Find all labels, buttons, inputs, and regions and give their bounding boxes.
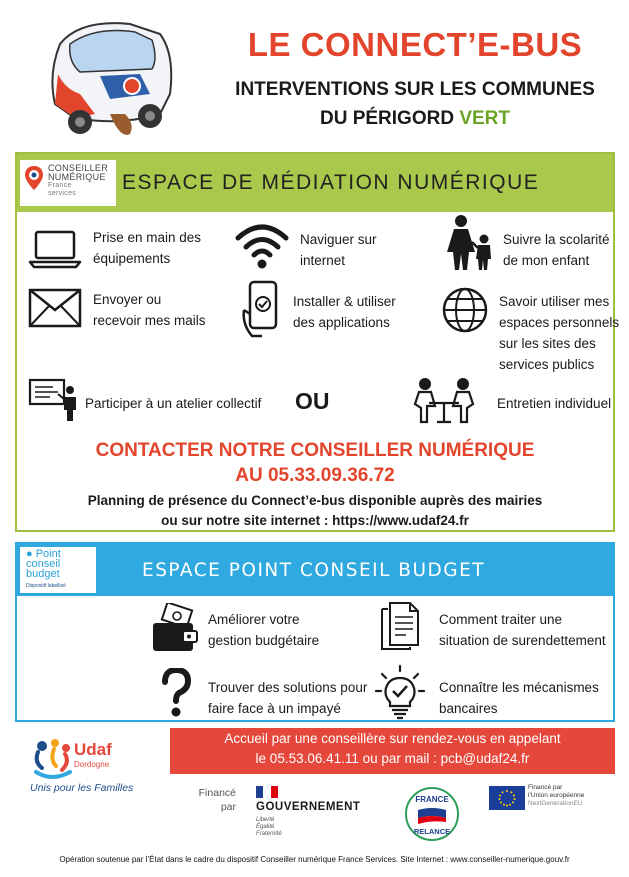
planning-line2: ou sur notre site internet : https://www.udaf24.fr — [161, 513, 469, 528]
item-public-services — [499, 291, 619, 375]
eu-line: Financé par — [528, 784, 563, 791]
item-line: recevoir mes mails — [93, 313, 206, 328]
item-line: services publics — [499, 357, 595, 372]
workshop-board-icon — [28, 378, 80, 422]
poster-subtitle-line1: INTERVENTIONS SUR LES COMMUNES — [235, 79, 595, 100]
item-equipment — [93, 227, 201, 269]
wallet-icon — [150, 603, 200, 653]
eu-funding-text — [528, 784, 584, 808]
item-line: des applications — [293, 315, 390, 330]
financed-line: Financé — [198, 787, 236, 799]
workshop-label: Participer à un atelier collectif — [85, 396, 262, 411]
item-line: internet — [300, 253, 346, 268]
item-line: Naviguer sur — [300, 232, 377, 247]
mediation-title: ESPACE DE MÉDIATION NUMÉRIQUE — [122, 171, 540, 194]
contact-phone: AU 05.33.09.36.72 — [235, 465, 395, 486]
item-line: Prise en main des — [93, 230, 202, 245]
laptop-icon — [28, 229, 82, 269]
connect-e-bus-illustration — [40, 14, 190, 144]
item-line: Trouver des solutions pour — [208, 680, 368, 695]
poster-title: LE CONNECT’E-BUS — [247, 26, 583, 63]
planning-line1: Planning de présence du Connect’e-bus disponible auprès des mairies — [87, 493, 543, 508]
or-label: OU — [295, 388, 330, 414]
location-pin-icon — [24, 165, 44, 191]
item-line: Connaître les mécanismes — [439, 680, 599, 695]
item-line: Suivre la scolarité — [503, 232, 610, 247]
point-conseil-budget-logo-text — [26, 549, 61, 579]
item-line: Installer & utiliser — [293, 294, 396, 309]
subtitle-accent: VERT — [459, 108, 511, 129]
item-line: de mon enfant — [503, 253, 590, 268]
item-line: faire face à un impayé — [208, 701, 341, 716]
udaf-name: Udaf — [74, 740, 112, 759]
appointment-line1: Accueil par une conseillère sur rendez-vous en appelant — [224, 731, 561, 746]
parent-child-icon — [445, 214, 497, 272]
item-line: situation de surendettement — [439, 633, 606, 648]
item-school — [503, 229, 610, 271]
item-line: Comment traiter une — [439, 612, 563, 627]
financed-by-label — [186, 786, 236, 814]
logo-line: ● Point — [26, 548, 61, 560]
item-line: gestion budgétaire — [208, 633, 320, 648]
lightbulb-check-icon — [374, 664, 426, 720]
logo-small-text: Dispositif labellisé — [26, 583, 66, 589]
footnote: Opération soutenue par l’État dans le cadre du dispositif Conseiller numérique France Services. Site Internet : www.conseiller-numerique.gouv.fr — [59, 855, 570, 864]
france-relance-logo — [404, 786, 460, 842]
item-line: sur les sites des — [499, 336, 596, 351]
individual-meeting-icon — [409, 376, 479, 426]
eu-line: l’Union européenne — [528, 792, 585, 799]
individual-label: Entretien individuel — [497, 396, 612, 411]
government-motto — [256, 817, 282, 838]
contact-heading: CONTACTER NOTRE CONSEILLER NUMÉRIQUE — [95, 440, 535, 461]
conseiller-numerique-logo-text — [48, 164, 108, 198]
poster-subtitle-line2 — [210, 108, 620, 130]
appointment-line2: le 05.53.06.41.11 ou par mail : pcb@udaf24.fr — [255, 751, 530, 766]
logo-line: France — [48, 182, 72, 189]
item-apps — [293, 291, 396, 333]
eu-flag-icon — [489, 786, 525, 810]
item-unpaid — [208, 677, 367, 719]
logo-line: conseil — [26, 558, 61, 570]
motto-line: Égalité — [256, 824, 275, 830]
item-line: Savoir utiliser mes — [499, 294, 610, 309]
item-line: Envoyer ou — [93, 292, 162, 307]
logo-line: budget — [26, 568, 60, 580]
financed-line: par — [220, 801, 236, 813]
item-overindebtedness — [439, 609, 606, 651]
item-line: bancaires — [439, 701, 498, 716]
item-mails — [93, 289, 206, 331]
item-line: équipements — [93, 251, 171, 266]
marianne-flag-icon — [256, 786, 278, 798]
item-banking — [439, 677, 599, 719]
budget-title: ESPACE POINT CONSEIL BUDGET — [142, 560, 486, 581]
eu-line: NextGenerationEU — [528, 800, 583, 807]
motto-line: Fraternité — [256, 831, 282, 837]
smartphone-check-icon — [240, 280, 282, 338]
relance-text-bottom: RELANCE — [413, 827, 451, 836]
udaf-logo-icon — [32, 738, 74, 782]
wifi-icon — [235, 222, 289, 270]
logo-line: NUMÉRIQUE — [48, 172, 106, 182]
item-line: espaces personnels — [499, 315, 620, 330]
logo-line: services — [48, 190, 77, 197]
question-mark-icon — [160, 668, 192, 718]
udaf-tagline: Unis pour les Familles — [30, 782, 134, 794]
envelope-icon — [28, 288, 82, 328]
logo-word: Point — [35, 548, 61, 560]
item-budget-management — [208, 609, 319, 651]
subtitle-main: DU PÉRIGORD — [319, 108, 460, 129]
udaf-department: Dordogne — [74, 760, 110, 769]
relance-text-top: FRANCE — [415, 795, 449, 804]
government-name: GOUVERNEMENT — [256, 801, 361, 813]
item-line: Améliorer votre — [208, 612, 300, 627]
globe-icon — [440, 285, 490, 335]
motto-line: Liberté — [256, 817, 275, 823]
logo-line: CONSEILLER — [48, 163, 109, 173]
item-internet — [300, 229, 377, 271]
documents-icon — [376, 601, 424, 651]
